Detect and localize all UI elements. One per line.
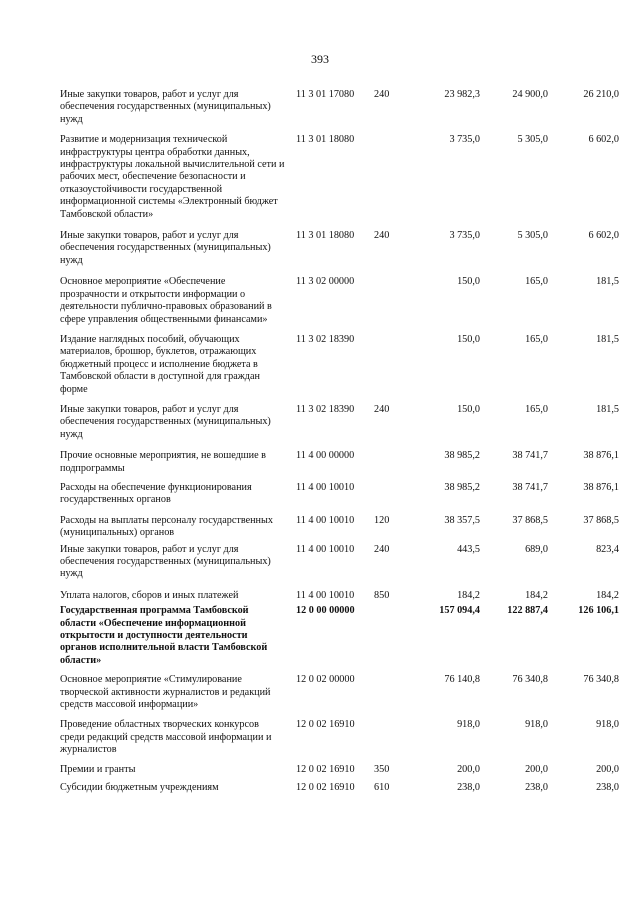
row-code: 11 4 00 00000 [296,450,355,462]
table-row [60,515,620,540]
row-code: 11 3 02 18390 [296,333,355,345]
row-value-1: 38 985,2 [444,481,480,493]
row-name: Издание наглядных пособий, обучающих материалов, брошюр, буклетов, отражающих бюджетный процесс и исполнение бюджета в Тамбовской области в доступной для граждан форме [60,333,260,395]
row-name: Субсидии бюджетным учреждениям [60,782,219,794]
row-value-3: 38 876,1 [583,481,619,493]
table-row [60,544,620,581]
row-code: 11 3 02 18390 [296,403,355,415]
row-value-2: 238,0 [525,782,548,794]
row-name: Расходы на выплаты персоналу государственных (муниципальных) органов [60,514,273,539]
row-value-3: 181,5 [596,403,619,415]
row-value-3: 200,0 [596,763,619,775]
row-code: 12 0 02 00000 [296,674,355,686]
row-name: Развитие и модернизация технической инфраструктуры центра обработки данных, инфраструктуры локальной вычислительной сети и рабочих мест, обеспечение безопасности и отказоустойчивости государственной информационной системы «Электронный бюджет Тамбовской области» [60,134,285,220]
row-value-3: 38 876,1 [583,450,619,462]
row-value-2: 689,0 [525,543,548,555]
row-code: 11 3 01 17080 [296,89,355,100]
row-code: 12 0 02 16910 [296,782,355,794]
row-name: Прочие основные мероприятия, не вошедшие в подпрограммы [60,450,266,474]
table-row [60,764,620,776]
row-code: 11 4 00 10010 [296,481,355,493]
row-name: Уплата налогов, сборов и иных платежей [60,589,239,601]
row-type: 240 [374,543,390,555]
row-name: Расходы на обеспечение функционирования государственных органов [60,481,252,506]
row-value-1: 157 094,4 [439,605,480,617]
row-value-2: 38 741,7 [512,481,548,493]
row-type: 350 [374,763,390,775]
table-row [60,450,620,475]
table-row [60,482,620,507]
table-row [60,89,620,126]
table-row [60,605,620,667]
row-value-2: 165,0 [525,333,548,345]
table-row [60,404,620,441]
row-value-1: 184,2 [457,589,480,601]
row-value-3: 181,5 [596,333,619,345]
table-row [60,719,620,756]
table-row [60,230,620,267]
row-value-1: 150,0 [457,403,480,415]
row-value-1: 150,0 [457,333,480,345]
table-row [60,134,620,221]
row-code: 11 4 00 10010 [296,589,355,601]
table-row [60,590,620,602]
row-name: Иные закупки товаров, работ и услуг для обеспечения государственных (муниципальных) нужд [60,543,271,580]
row-code: 12 0 02 16910 [296,719,355,731]
row-value-3: 6 602,0 [588,134,619,146]
row-value-2: 37 868,5 [512,514,548,526]
row-value-3: 126 106,1 [578,605,619,617]
row-value-3: 6 602,0 [588,230,619,242]
row-value-1: 23 982,3 [444,89,480,100]
table-row [60,782,620,794]
row-type: 850 [374,589,390,601]
row-type: 120 [374,514,390,526]
table-row [60,674,620,711]
row-type: 240 [374,89,390,100]
row-name: Государственная программа Тамбовской области «Обеспечение информационной открытости и доступности деятельности органов исполнительной власти Тамбовской области» [60,605,268,666]
row-value-2: 5 305,0 [517,134,548,146]
row-value-3: 823,4 [596,543,619,555]
row-code: 11 3 02 00000 [296,276,355,288]
row-name: Основное мероприятие «Обеспечение прозрачности и открытости информации о деятельности публично-правовых образований в сфере управления общественными финансами» [60,276,272,325]
row-name: Проведение областных творческих конкурсов среди редакций средств массовой информации и журналистов [60,719,272,756]
row-name: Основное мероприятие «Стимулирование творческой активности журналистов и редакций средств массовой информации» [60,674,271,711]
row-value-3: 184,2 [596,589,619,601]
row-value-3: 181,5 [596,276,619,288]
row-value-2: 200,0 [525,763,548,775]
row-value-1: 443,5 [457,543,480,555]
budget-table [60,89,620,795]
row-value-1: 238,0 [457,782,480,794]
row-value-1: 200,0 [457,763,480,775]
row-value-1: 3 735,0 [449,134,480,146]
row-value-1: 150,0 [457,276,480,288]
row-value-2: 24 900,0 [512,89,548,100]
row-code: 11 4 00 10010 [296,543,355,555]
row-value-1: 38 357,5 [444,514,480,526]
row-value-2: 918,0 [525,719,548,731]
row-value-1: 76 140,8 [444,674,480,686]
row-value-2: 5 305,0 [517,230,548,242]
row-code: 12 0 00 00000 [296,605,355,617]
row-value-3: 37 868,5 [583,514,619,526]
row-value-1: 38 985,2 [444,450,480,462]
row-value-1: 918,0 [457,719,480,731]
row-code: 11 4 00 10010 [296,514,355,526]
row-value-3: 918,0 [596,719,619,731]
row-type: 610 [374,782,390,794]
table-row [60,276,620,326]
row-type: 240 [374,230,390,242]
row-value-1: 3 735,0 [449,230,480,242]
row-type: 240 [374,403,390,415]
row-value-2: 184,2 [525,589,548,601]
table-row [60,334,620,396]
row-code: 11 3 01 18080 [296,134,355,146]
row-value-3: 26 210,0 [583,89,619,100]
row-value-2: 165,0 [525,276,548,288]
page-number: 393 [311,52,329,66]
row-value-2: 122 887,4 [507,605,548,617]
row-value-2: 165,0 [525,403,548,415]
row-name: Иные закупки товаров, работ и услуг для обеспечения государственных (муниципальных) нужд [60,403,271,440]
row-code: 11 3 01 18080 [296,230,355,242]
row-value-2: 38 741,7 [512,450,548,462]
row-code: 12 0 02 16910 [296,763,355,775]
row-value-2: 76 340,8 [512,674,548,686]
row-name: Премии и гранты [60,763,136,775]
row-name: Иные закупки товаров, работ и услуг для обеспечения государственных (муниципальных) нужд [60,89,271,125]
row-name: Иные закупки товаров, работ и услуг для обеспечения государственных (муниципальных) нужд [60,230,271,266]
row-value-3: 76 340,8 [583,674,619,686]
row-value-3: 238,0 [596,782,619,794]
